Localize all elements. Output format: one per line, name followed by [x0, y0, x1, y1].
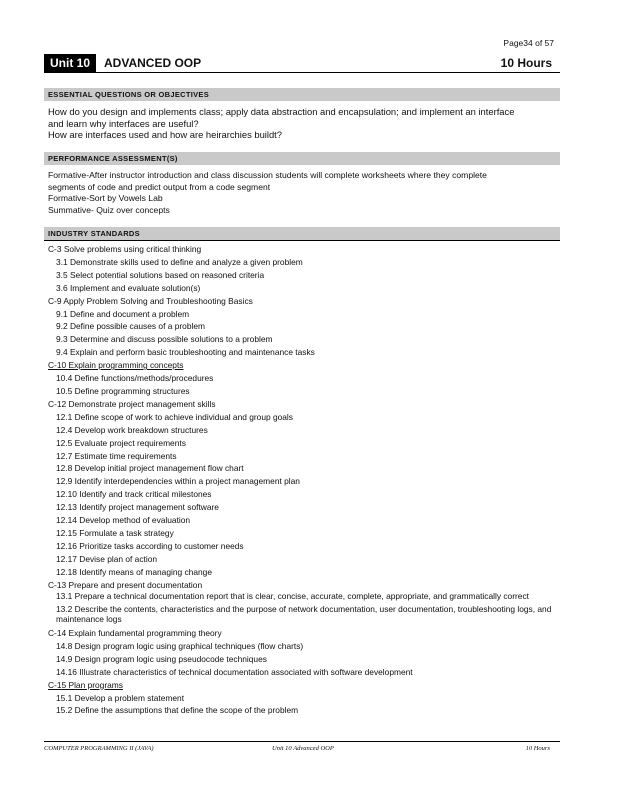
essential-line: How do you design and implements class; apply data abstraction and encapsulation; and implement an interface	[48, 106, 515, 117]
standard-item: 12.7 Estimate time requirements	[56, 450, 177, 461]
unit-title: ADVANCED OOP	[104, 56, 202, 70]
standard-item: 12.16 Prioritize tasks according to customer needs	[56, 540, 244, 551]
standard-item: 12.15 Formulate a task strategy	[56, 527, 174, 538]
footer-course: COMPUTER PROGRAMMING II (JAVA)	[44, 745, 154, 752]
footer-hours: 10 Hours	[525, 745, 550, 752]
unit-hours: 10 Hours	[500, 56, 552, 70]
standard-item: 12.13 Identify project management software	[56, 502, 219, 513]
standard-item: 12.9 Identify interdependencies within a project management plan	[56, 476, 300, 487]
performance-assessment-header: PERFORMANCE ASSESSMENT(S)	[44, 152, 560, 165]
standard-item: 10.5 Define programming structures	[56, 385, 190, 396]
unit-label: Unit 10	[44, 54, 96, 72]
standard-category: C-10 Explain programming concepts	[48, 360, 184, 371]
standard-category: C-13 Prepare and present documentation	[48, 579, 203, 590]
standard-item: 12.14 Develop method of evaluation	[56, 515, 191, 526]
standard-item: 3.1 Demonstrate skills used to define and analyze a given problem	[56, 256, 303, 267]
standard-item: 12.4 Develop work breakdown structures	[56, 424, 208, 435]
performance-assessment-body	[48, 170, 558, 216]
essential-questions-header: ESSENTIAL QUESTIONS OR OBJECTIVES	[44, 88, 560, 101]
standard-category: C-3 Solve problems using critical thinking	[48, 244, 202, 254]
header-divider	[44, 72, 560, 73]
performance-line: segments of code and predict output from a code segment	[48, 181, 271, 192]
standard-item: 14.9 Design program logic using pseudocode techniques	[56, 653, 267, 664]
standard-item: 12.10 Identify and track critical milestones	[56, 489, 212, 500]
standard-item: 10.4 Define functions/methods/procedures	[56, 373, 214, 384]
standard-item: 15.2 Define the assumptions that define the scope of the problem	[56, 705, 299, 716]
standard-category: C-9 Apply Problem Solving and Troubleshooting Basics	[48, 295, 253, 306]
essential-questions-body	[48, 106, 558, 141]
standard-item: 9.3 Determine and discuss possible solutions to a problem	[56, 334, 273, 345]
standard-item: 9.2 Define possible causes of a problem	[56, 321, 205, 332]
standard-category: C-14 Explain fundamental programming theory	[48, 627, 222, 638]
standard-item: 12.18 Identify means of managing change	[56, 566, 212, 577]
unit-header	[44, 54, 552, 72]
footer-divider	[44, 741, 560, 742]
standard-category: C-12 Demonstrate project management skills	[48, 398, 216, 409]
standard-item: 15.1 Develop a problem statement	[56, 692, 185, 703]
standard-item: 9.1 Define and document a problem	[56, 308, 190, 319]
footer-unit: Unit 10 Advanced OOP	[272, 745, 334, 752]
footer	[44, 745, 560, 757]
standard-category: C-15 Plan programs	[48, 679, 123, 690]
standard-item: 14.16 Illustrate characteristics of technical documentation associated with software development	[56, 666, 413, 677]
standard-item: 3.5 Select potential solutions based on reasoned criteria	[56, 269, 265, 280]
performance-line: Formative-After instructor introduction and class discussion students will complete worksheets where they complete	[48, 170, 487, 180]
standard-item: 9.4 Explain and perform basic troubleshooting and maintenance tasks	[56, 347, 315, 358]
industry-standards-list	[48, 243, 558, 717]
performance-line: Formative-Sort by Vowels Lab	[48, 193, 163, 204]
performance-line: Summative- Quiz over concepts	[48, 204, 170, 215]
industry-standards-header: INDUSTRY STANDARDS	[44, 227, 560, 240]
standard-item: 13.1 Prepare a technical documentation report that is clear, concise, accurate, complete, appropriate, and grammatically correct	[56, 591, 529, 602]
standard-item: 3.6 Implement and evaluate solution(s)	[56, 282, 201, 293]
standard-item: 12.1 Define scope of work to achieve individual and group goals	[56, 411, 293, 422]
standard-item: 14.8 Design program logic using graphical techniques (flow charts)	[56, 640, 304, 651]
standard-item: 12.8 Develop initial project management flow chart	[56, 463, 244, 474]
standard-item: 13.2 Describe the contents, characteristics and the purpose of network documentation, user documentation, troubleshooting logs, and maintenance logs	[56, 603, 552, 625]
standards-divider	[44, 240, 560, 241]
standard-item: 12.5 Evaluate project requirements	[56, 437, 186, 448]
essential-line: How are interfaces used and how are heirarchies buildt?	[48, 129, 282, 141]
essential-line: and learn why interfaces are useful?	[48, 117, 199, 129]
page-number: Page34 of 57	[503, 38, 554, 48]
standard-item: 12.17 Devise plan of action	[56, 553, 158, 564]
